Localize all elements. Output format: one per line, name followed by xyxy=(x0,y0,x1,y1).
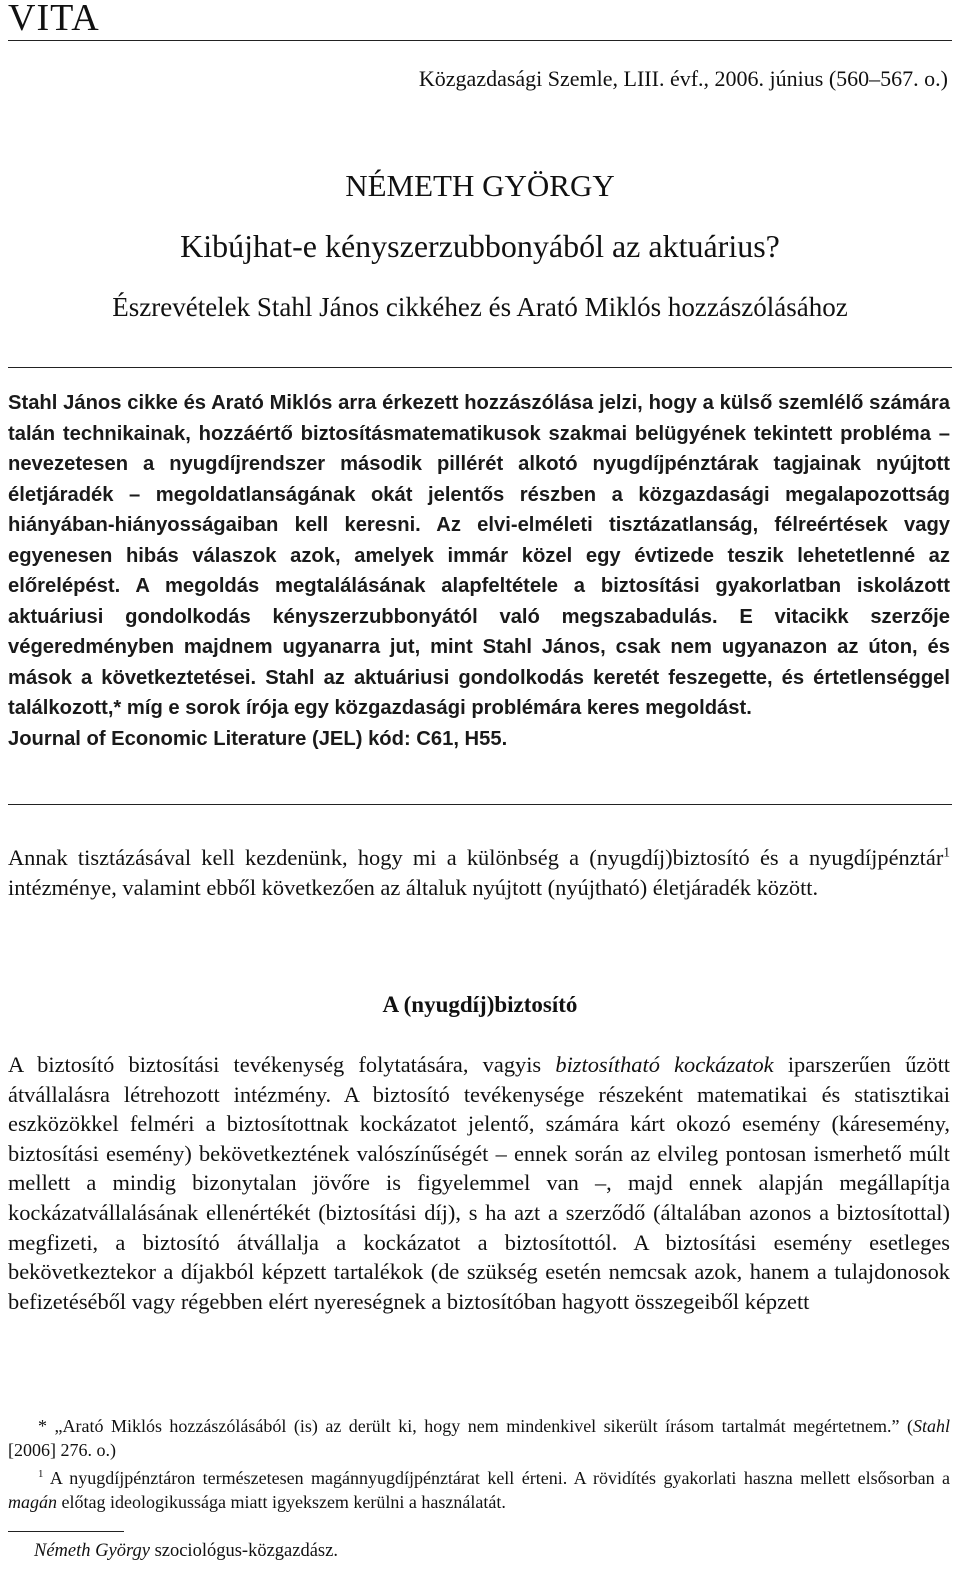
top-rule xyxy=(8,40,952,41)
footnote-1 xyxy=(8,1466,950,1514)
abstract-top-rule xyxy=(8,367,952,368)
intro-text-1: Annak tisztázásával kell kezdenünk, hogy mi a különbség a (nyugdíj)biztosító és a nyugdíjpénztár xyxy=(8,845,944,870)
section-heading: A (nyugdíj)biztosító xyxy=(382,992,578,1017)
abstract-sentence-3: A megoldás megtalálásának alapfeltétele a biztosítási gyakorlatban iskolázott aktuáriusi gondolkodás kényszerzubbonyától való megszabadulás. xyxy=(8,575,950,628)
abstract xyxy=(8,388,950,754)
article-subtitle: Észrevételek Stahl János cikkéhez és Arató Miklós hozzászólásához xyxy=(112,292,848,322)
intro-paragraph xyxy=(8,843,950,902)
footnote-1-text-2: előtag ideologikussága miatt igyekszem kerülni a használatát. xyxy=(57,1492,506,1512)
footnote-star-text-1: „Arató Miklós hozzászólásából (is) az derült ki, hogy nem mindenkivel sikerült írásom tartalmát megértetnem.” ( xyxy=(54,1416,913,1436)
section-text-1: A biztosító biztosítási tevékenység folytatására, vagyis xyxy=(8,1052,556,1077)
author-note-rule xyxy=(8,1531,124,1532)
footnote-ref-1[interactable]: 1 xyxy=(943,844,950,860)
footnote-star-text-2: [2006] 276. o.) xyxy=(8,1440,116,1460)
author-note-role: szociológus-közgazdász. xyxy=(149,1541,338,1561)
jel-codes: Journal of Economic Literature (JEL) kód: C61, H55. xyxy=(8,727,508,750)
abstract-bottom-rule xyxy=(8,804,952,805)
article-author: NÉMETH GYÖRGY xyxy=(345,168,615,203)
abstract-sentence-5: Stahl az aktuáriusi gondolkodás keretét feszegette, és értetlenséggel találkozott,* míg e sorok írója egy közgazdasági problémára keres megoldást. xyxy=(8,666,951,719)
footnote-1-mark: 1 xyxy=(38,1468,44,1480)
intro-text-2: intézménye, valamint ebből következően az általuk nyújtott (nyújtható) életjáradék között. xyxy=(8,874,819,900)
footnote-1-italic: magán xyxy=(8,1492,57,1512)
author-note xyxy=(34,1541,338,1562)
section-label: VITA xyxy=(8,0,100,39)
footnote-star xyxy=(8,1414,950,1462)
journal-reference: Közgazdasági Szemle, LIII. évf., 2006. június (560–567. o.) xyxy=(418,66,948,91)
footnotes xyxy=(8,1414,950,1518)
footnote-star-italic: Stahl xyxy=(913,1416,951,1436)
abstract-paragraph xyxy=(8,388,950,724)
section-text-2: iparszerűen űzött átvállalásra létrehozott intézmény. A biztosító tevékenysége részeként matematikai és statisztikai eszközökkel felméri a biztosítottnak kockázatot jelentő, számára kárt okozó esemény (káresemény, biztosítási esemény) bekövetkeztének valószínűségét – ennek során az elvileg pontosan ismerhető múlt mellett a mindig bizonytalan jövőre is figyelemmel van –, majd ennek alapján megállapítja kockázatvállalásának ellenértékét (biztosítási díj), s ha azt a szerződő (általában azonos a biztosítottal) megfizeti, a biztosító átvállalja a kockázatot a biztosítottól. A biztosítási esemény esetleges bekövetkeztekor a díjakból képzett tartalékok (de szükség esetén nemcsak azok, hanem a tulajdonosok befizetéséből vagy régebben elért nyereségnek a biztosítóban hagyott összegeiből képzett xyxy=(8,1052,951,1314)
abstract-sentence-1: Stahl János cikke és Arató Miklós arra érkezett hozzászólása jelzi, hogy a külső szemlélő számára talán technikainak, hozzáértő biztosításmatematikusok szakmai belügyének tekintett probléma – nevezetesen a nyugdíjrendszer második pillérét alkotó nyugdíjpénztárak tagjainak nyújtott életjáradék – megoldatlanságának okát jelentős részben a közgazdasági megalapozottság hiányában-hiányosságaiban kell keresni. xyxy=(8,392,950,536)
abstract-sentence-4: E vitacikk szerzője végeredményben majdnem ugyanarra jut, mint Stahl János, csak nem ugyanazon az úton, és mások a következtetései. xyxy=(8,605,950,689)
footnote-star-mark: * xyxy=(38,1416,55,1436)
section-paragraph xyxy=(8,1050,950,1316)
author-note-name: Németh György xyxy=(34,1541,150,1561)
abstract-sentence-2: Az elvi-elméleti tisztázatlanság, félreértések vagy egyenesen hibás válaszok azok, amelyek immár közel egy évtizede teszik lehetetlenné az előrelépést. xyxy=(8,514,950,597)
footnote-1-text-1: A nyugdíjpénztáron természetesen magánnyugdíjpénztárat kell érteni. A rövidítés gyakorlati haszna mellett elsősorban a xyxy=(43,1468,950,1488)
article-title: Kibújhat-e kényszerzubbonyából az aktuárius? xyxy=(180,228,780,264)
section-text-italic: biztosítható kockázatok xyxy=(555,1052,774,1077)
